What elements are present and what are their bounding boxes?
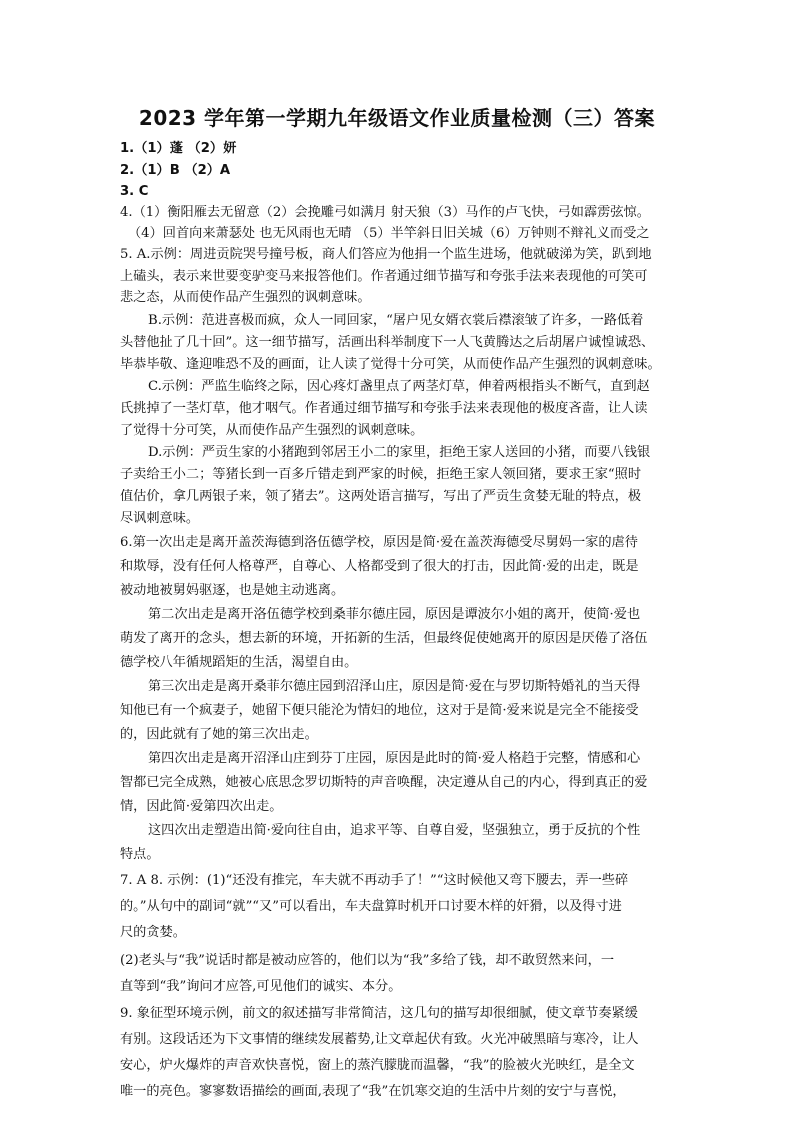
text-line: 氏挑掉了一茎灯草，他才咽气。作者通过细节描写和夸张手法来表现他的极度吝啬，让人读 xyxy=(120,401,648,416)
text-line: 唯一的亮色。寥寥数语描绘的画面,表现了“我”在饥寒交迫的生活中片刻的安宁与喜悦， xyxy=(120,1084,626,1099)
text-line: 第四次出走是离开沼泽山庄到芬丁庄园，原因是此时的简·爱人格趋于完整，情感和心 xyxy=(148,751,641,766)
text-line: 安心，炉火爆炸的声音欢快喜悦，窗上的蒸汽朦胧而温馨，“我”的脸被火光映红，是全文 xyxy=(120,1058,635,1073)
text-line: C.示例：严监生临终之际，因心疼灯盏里点了两茎灯草，伸着两根指头不断气，直到赵 xyxy=(148,379,650,394)
text-line: 和欺辱，没有任何人格尊严，自尊心、人格都受到了很大的打击，因此简·爱的出走，既是 xyxy=(120,559,639,574)
text-line: 这四次出走塑造出简·爱向往自由，追求平等、自尊自爱，坚强独立，勇于反抗的个性 xyxy=(148,823,641,838)
text-line: 5. A.示例：周进贡院哭号撞号板，商人们答应为他捐一个监生进场，他就破涕为笑，趴到地 xyxy=(120,247,652,262)
text-line: 7. A 8. 示例：(1)“还没有推完，车夫就不再动手了！”“这时候他又弯下腰去，弄一些碎 xyxy=(120,873,629,888)
text-line: 德学校八年循规蹈矩的生活，渴望自由。 xyxy=(120,655,358,670)
text-line: 2.（1）B （2）A xyxy=(120,163,231,178)
text-line: 的。”从句中的副词“就”“又”可以看出，车夫盘算时机开口讨要木样的奸猾，以及得寸进 xyxy=(120,899,622,914)
text-line: 3. C xyxy=(120,184,149,199)
text-line: D.示例：严贡生家的小猪跑到邻居王小二的家里，拒绝王家人送回的小猪，而要八钱银 xyxy=(148,445,651,460)
text-line: 1.（1）蓬 （2）妍 xyxy=(120,141,237,156)
text-line: 头替他扯了几十回”。这一细节描写，活画出科举制度下一人飞黄腾达之后胡屠户诚惶诚恐、 xyxy=(120,335,655,350)
text-line: 情，因此简·爱第四次出走。 xyxy=(120,799,283,814)
text-line: 悲之态，从而使作品产生强烈的讽刺意味。 xyxy=(120,290,371,305)
text-line: 值估价，拿几两银子来，领了猪去”。这两处语言描写，写出了严贡生贪婪无耻的特点，极 xyxy=(120,489,642,504)
text-line: 知他已有一个疯妻子，她留下便只能沦为情妇的地位，这对于是简·爱来说是完全不能接受 xyxy=(120,703,639,718)
text-line: (2)老头与“我”说话时都是被动应答的，他们以为“我”多给了钱，却不敢贸然来问，一 xyxy=(120,953,615,968)
text-line: 了觉得十分可笑，从而使作品产生强烈的讽刺意味。 xyxy=(120,423,424,438)
text-line: B.示例：范进喜极而疯，众人一同回家，“屠户见女婿衣裳后襟滚皱了许多，一路低着 xyxy=(148,313,644,328)
text-line: 尺的贪婪。 xyxy=(120,925,186,940)
text-line: 有别。这段话还为下文事情的继续发展蓄势,让文章起伏有致。火光冲破黑暗与寒冷，让人 xyxy=(120,1032,639,1047)
text-line: 的，因此就有了她的第三次出走。 xyxy=(120,727,318,742)
text-line: 毕恭毕敬、逢迎唯恐不及的画面，让人读了觉得十分可笑，从而使作品产生强烈的讽刺意味。 xyxy=(120,357,661,372)
text-line: 特点。 xyxy=(120,847,160,862)
text-line: 上磕头，表示来世要变驴变马来报答他们。作者通过细节描写和夸张手法来表现他的可笑可 xyxy=(120,269,648,284)
text-line: 子卖给王小二；等猪长到一百多斤错走到严家的时候，拒绝王家人领回猪，要求王家“照时 xyxy=(120,467,642,482)
text-line: 智都已完全成熟，她被心底思念罗切斯特的声音唤醒，决定遵从自己的内心，得到真正的爱 xyxy=(120,775,648,790)
document-title: 2023 学年第一学期九年级语文作业质量检测（三）答案 xyxy=(138,106,656,130)
text-line: 第二次出走是离开洛伍德学校到桑菲尔德庄园，原因是谭波尔小姐的离开，使简·爱也 xyxy=(148,607,641,622)
text-line: 第三次出走是离开桑菲尔德庄园到沼泽山庄，原因是简·爱在与罗切斯特婚礼的当天得 xyxy=(148,679,641,694)
text-line: 被动地被舅妈驱逐，也是她主动逃离。 xyxy=(120,583,345,598)
text-line: 萌发了离开的念头，想去新的环境，开拓新的生活，但最终促使她离开的原因是厌倦了洛伍 xyxy=(120,631,648,646)
text-line: 4.（1）衡阳雁去无留意（2）会挽雕弓如满月 射天狼（3）马作的卢飞快，弓如霹雳弦惊。 xyxy=(120,205,650,220)
text-line: （4）回首向来萧瑟处 也无风雨也无晴 （5）半竿斜日旧关城（6）万钟则不辩礼义而受之 xyxy=(128,226,650,241)
text-line: 直等到“我”询问才应答,可见他们的诚实、本分。 xyxy=(120,979,402,994)
text-line: 尽讽刺意味。 xyxy=(120,511,200,526)
text-line: 9. 象征型环境示例，前文的叙述描写非常简洁，这几句的描写却很细腻，使文章节奏紧缓 xyxy=(120,1006,638,1021)
text-line: 6.第一次出走是离开盖茨海德到洛伍德学校，原因是简·爱在盖茨海德受尽舅妈一家的虐待 xyxy=(120,535,638,550)
